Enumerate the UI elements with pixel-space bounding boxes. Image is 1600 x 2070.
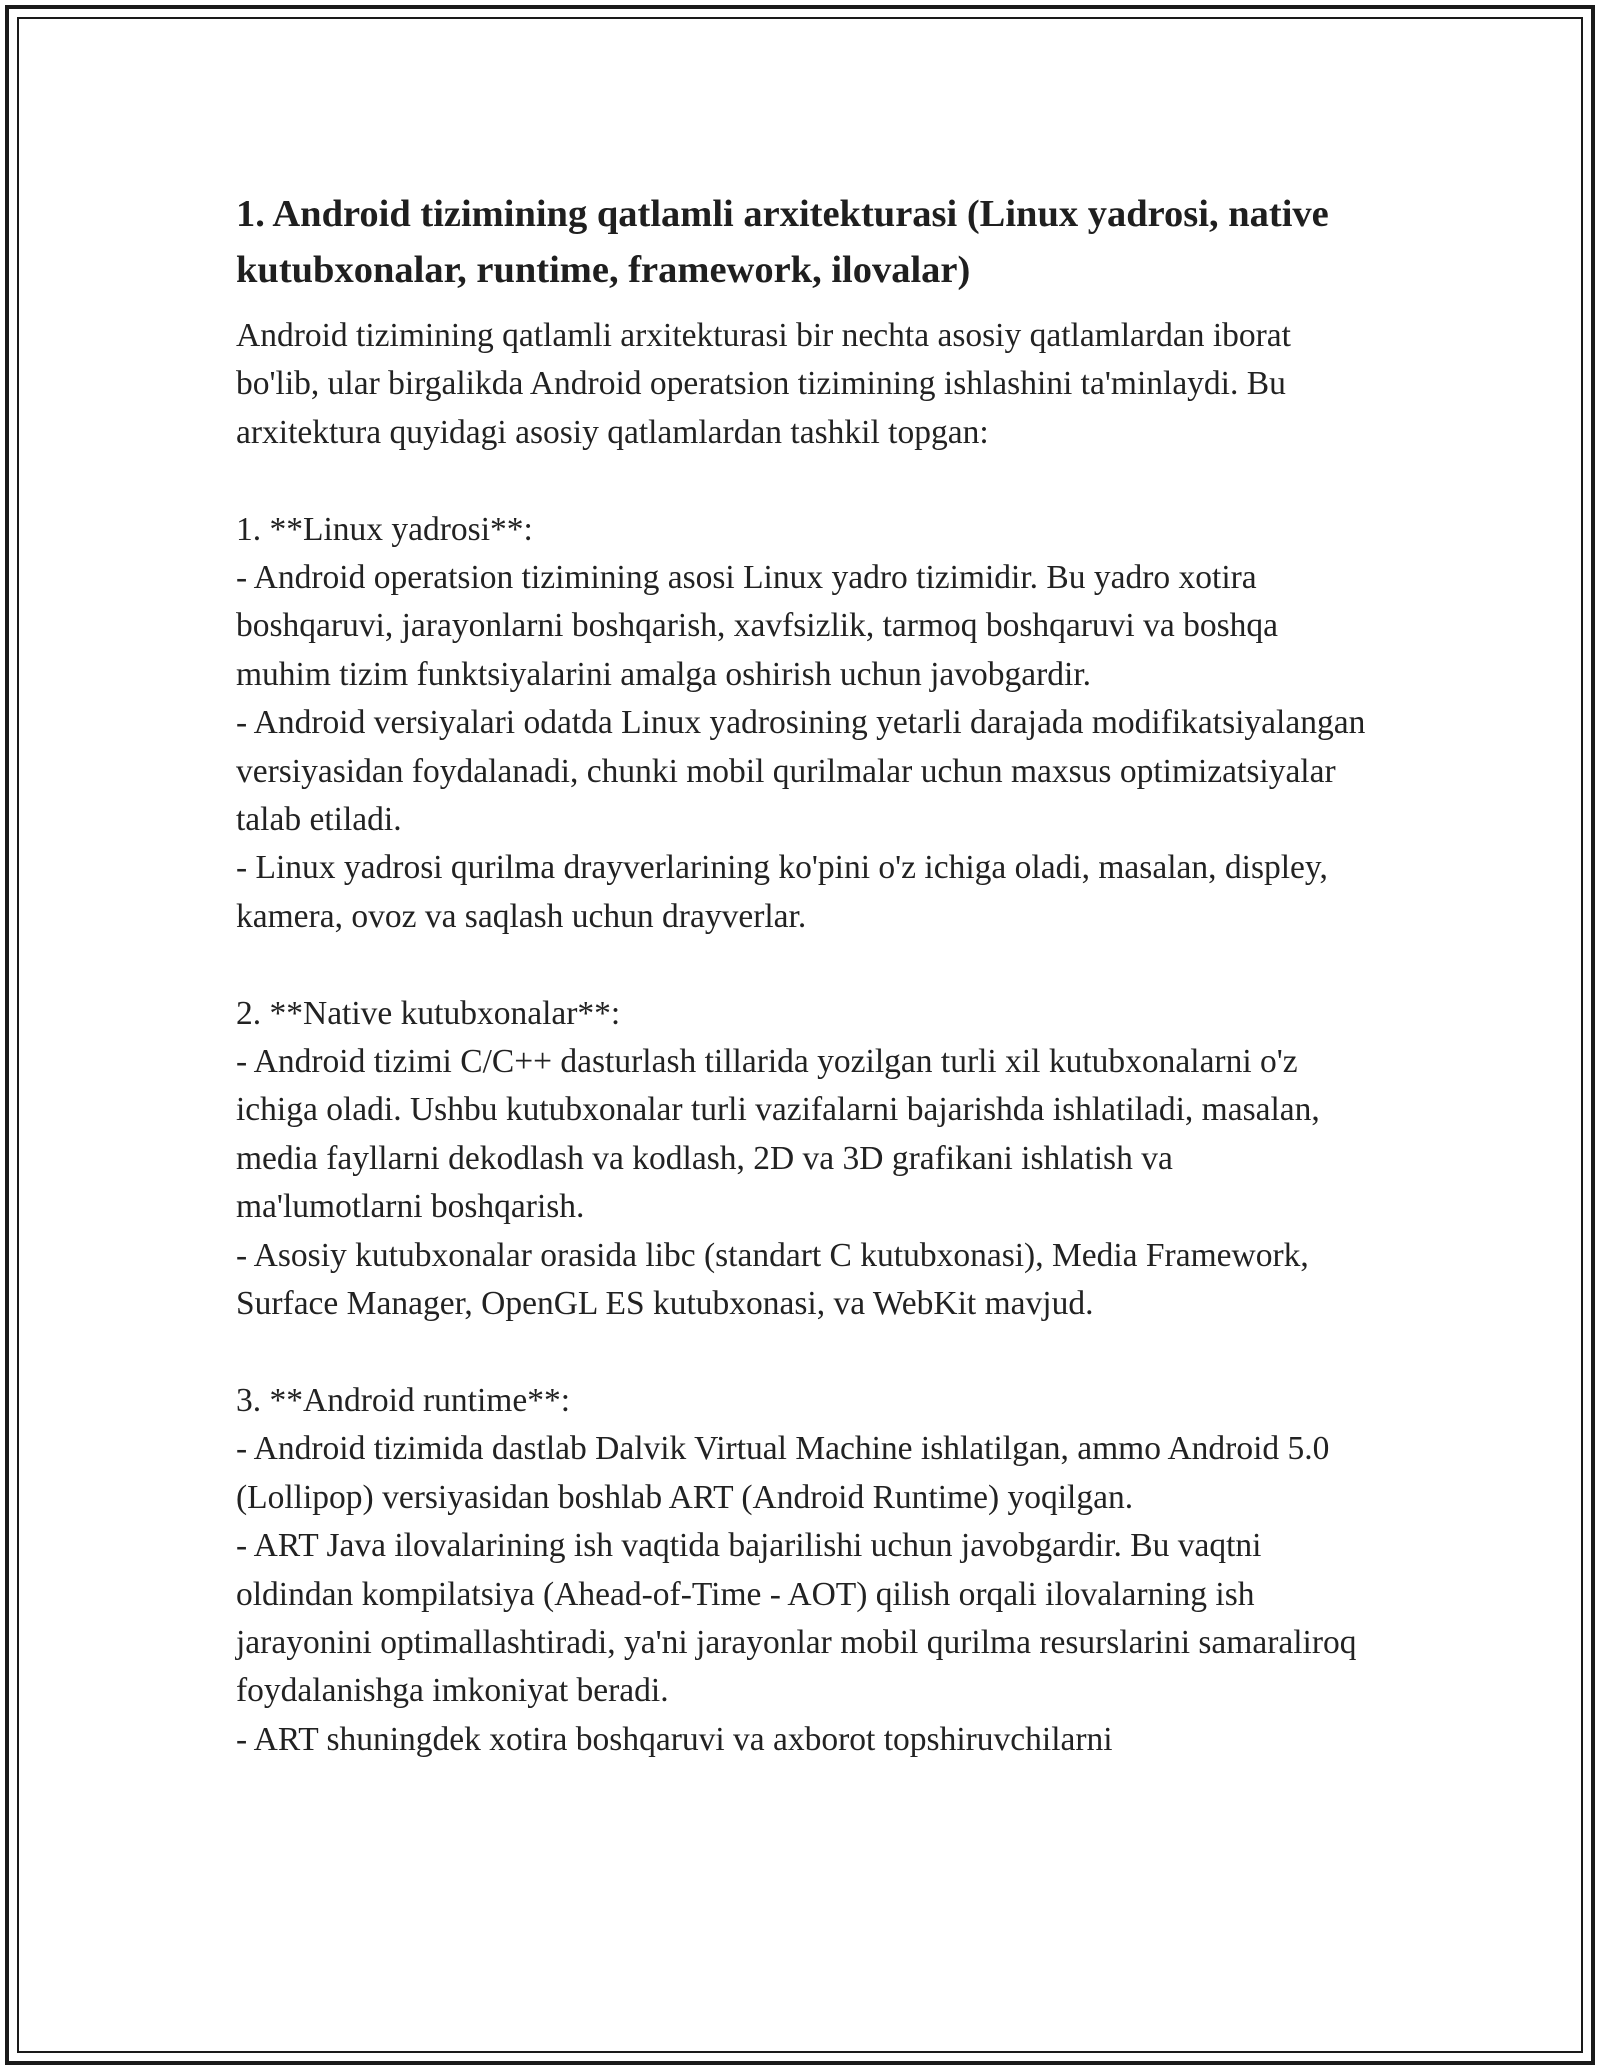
section-item: - Android tizimida dastlab Dalvik Virtual Machine ishlatilgan, ammo Android 5.0 (Lollipop) versiyasidan boshlab ART (Android Runtime) yoqilgan. — [236, 1430, 1330, 1516]
section-native-libraries — [236, 990, 1366, 1329]
document-body — [236, 186, 1366, 1764]
section-heading: 2. **Native kutubxonalar**: — [236, 994, 621, 1032]
intro-paragraph: Android tizimining qatlamli arxitekturasi bir nechta asosiy qatlamlardan iborat bo'lib, ular birgalikda Android operatsion tizimining ishlashini ta'minlaydi. Bu arxitektura quyidagi asosiy qatlamlardan tashkil topgan: — [236, 317, 1291, 451]
paragraph-spacer — [236, 1329, 1366, 1377]
document-title: 1. Android tizimining qatlamli arxitekturasi (Linux yadrosi, native kutubxonalar, runtime, framework, ilovalar) — [236, 193, 1329, 291]
section-heading: 1. **Linux yadrosi**: — [236, 510, 533, 548]
section-item: - Asosiy kutubxonalar orasida libc (standart C kutubxonasi), Media Framework, Surface Manager, OpenGL ES kutubxonasi, va WebKit mavjud. — [236, 1236, 1309, 1323]
section-item: - ART shuningdek xotira boshqaruvi va axborot topshiruvchilarni — [236, 1720, 1113, 1758]
section-android-runtime — [236, 1377, 1366, 1764]
section-item: - Android tizimi C/C++ dasturlash tillarida yozilgan turli xil kutubxonalarni o'z ichiga oladi. Ushbu kutubxonalar turli vazifalarni bajarishda ishlatiladi, masalan, media fayllarni dekodlash va kodlash, 2D va 3D grafikani ishlatish va ma'lumotlarni boshqarish. — [236, 1043, 1320, 1226]
section-item: - Linux yadrosi qurilma drayverlarining ko'pini o'z ichiga oladi, masalan, displey, kamera, ovoz va saqlash uchun drayverlar. — [236, 849, 1328, 935]
section-linux-kernel — [236, 506, 1366, 942]
section-heading: 3. **Android runtime**: — [236, 1381, 571, 1419]
paragraph-spacer — [236, 941, 1366, 989]
paragraph-spacer — [236, 457, 1366, 505]
section-item: - Android operatsion tizimining asosi Linux yadro tizimidir. Bu yadro xotira boshqaruvi, jarayonlarni boshqarish, xavfsizlik, tarmoq boshqaruvi va boshqa muhim tizim funktsiyalarini amalga oshirish uchun javobgardir. — [236, 559, 1279, 693]
section-item: - ART Java ilovalarining ish vaqtida bajarilishi uchun javobgardir. Bu vaqtni oldindan kompilatsiya (Ahead-of-Time - AOT) qilish orqali ilovalarning ish jarayonini optimallashtiradi, ya'ni jarayonlar mobil qurilma resurslarini samaraliroq foydalanishga imkoniyat beradi. — [236, 1527, 1357, 1710]
section-item: - Android versiyalari odatda Linux yadrosining yetarli darajada modifikatsiyalangan versiyasidan foydalanadi, chunki mobil qurilmalar uchun maxsus optimizatsiyalar talab etiladi. — [236, 704, 1366, 839]
